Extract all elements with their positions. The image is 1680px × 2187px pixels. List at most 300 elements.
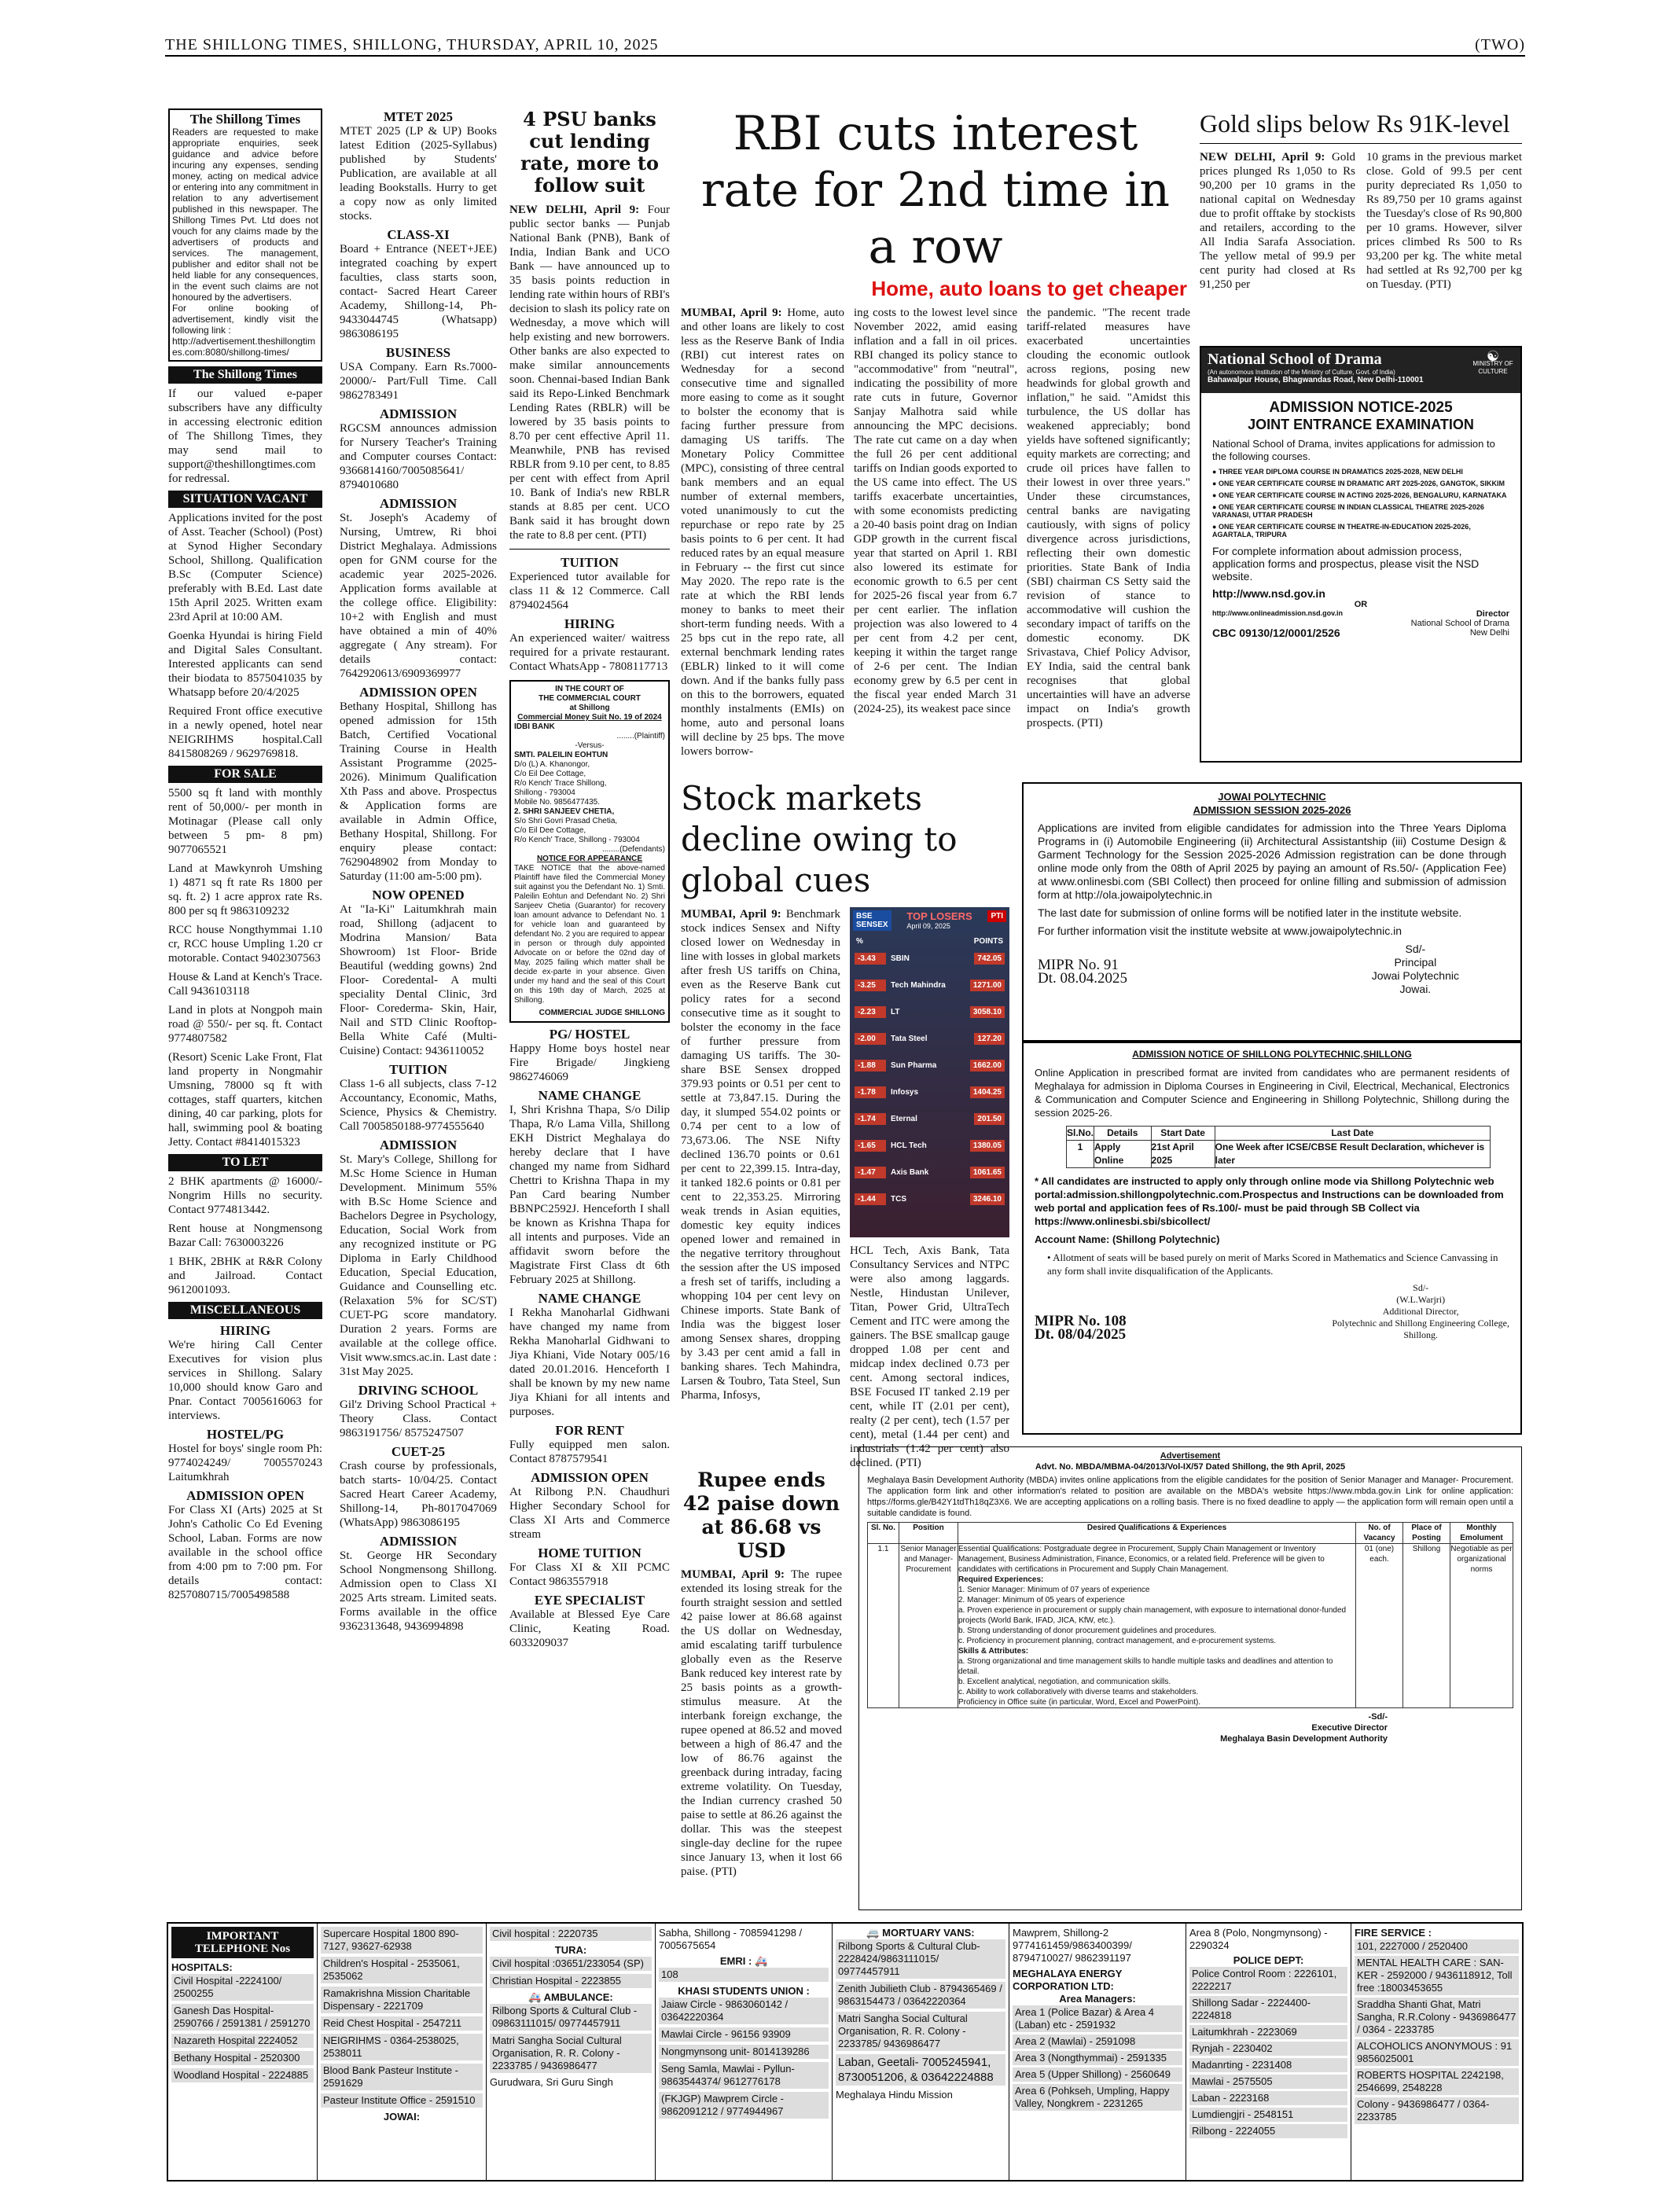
column-three: [509, 108, 670, 1917]
nsd-url[interactable]: http://www.nsd.gov.in: [1212, 587, 1325, 600]
gold-dateline: NEW DELHI, April 9:: [1200, 151, 1325, 164]
tel-entry: [836, 1927, 1005, 1939]
misc-ad-body: For Class XI (Arts) 2025 at St John's Catholic Co Ed Evening School, Laban. Forms are now available in the school office from 4:00 pm to 7:00 pm. For details contact: 8257080715/7005498588: [168, 1504, 322, 1601]
court-line: SMTI. PALEILIN EOHTUN: [514, 751, 608, 759]
psu-headline: 4 PSU banks cut lending rate, more to follow suit: [520, 108, 660, 197]
qual-line: Required Experiences:: [958, 1575, 1044, 1584]
tel-entry: Pasteur Institute Office - 2591510: [321, 2093, 483, 2108]
table-head: Details: [1094, 1127, 1152, 1141]
classified-heading: CLASS-XI: [387, 227, 450, 242]
gold-text: Gold prices plunged Rs 1,050 to Rs 90,200 per 10 grams in the national capital on Wednesday due to profit offtake by stockists and retailers, according to the All India Sarafa Association. The yellow metal of 99.9 per cent purity had closed at Rs 91,250 per: [1200, 151, 1355, 291]
court-line: Shillong - 793004: [514, 788, 575, 797]
classified-body: I Rekha Manoharlal Gidhwani have changed my name from Rekha Manoharlal Gidhwani to Jiya Khiani, Vide Notary 005/16 dated 20.01.2016. Henceforth I shall be known by my new name Jiya Khiani for all intents and purposes.: [509, 1307, 670, 1418]
tel-entry: Reid Chest Hospital - 2547211: [321, 2016, 483, 2031]
disclaimer-body: Readers are requested to make appropriate enquiries, seek guidance and advice before incuring any expenses, sending money, acting on medical advice or entering into any commitment in relation to any advertisement published in this newspaper. The Shillong Times Pvt. Ltd does not vouch for any claims made by the advertisers of products and services. The management, publisher and editor shall not be held liable for any consequences, in the event such claims are not honoured by the advertisers.: [172, 127, 318, 303]
loser-pct: -3.25: [855, 980, 886, 991]
tel-label: EMRI :: [719, 1955, 752, 1967]
disclaimer-title: The Shillong Times: [189, 112, 301, 127]
gold-columns: [1200, 150, 1522, 292]
tag-line: BSE: [856, 912, 873, 921]
table-head: Desired Qualifications & Experiences: [958, 1523, 1356, 1544]
spec-mipr: MIPR No. 108: [1035, 1313, 1127, 1329]
jowai-mipr: MIPR No. 91: [1038, 957, 1119, 973]
shillong-polytechnic-notice: [1022, 1042, 1522, 1435]
table-head: Monthly Emolument: [1450, 1523, 1513, 1544]
spec-note: * All candidates are instructed to apply only through online mode via Shillong Polytechnic web portal:admission.shillongpolytechnic.com.Prospectus and Instructions can be downloaded from web portal and application fees of Rs.100/- must be paid through SB Collect via https://www.onlinesbi.sbi/sbicollect/: [1035, 1175, 1504, 1227]
tel-entry: Area 3 (Nongthymmai) - 2591335: [1013, 2051, 1182, 2065]
mbda-title: Advt. No. MBDA/MBMA-04/2013/Vol-IX/57 Dated Shillong, the 9th April, 2025: [1035, 1462, 1346, 1472]
classified-body: St. Joseph's Academy of Nursing, Umtrew, Ri bhoi District Meghalaya. Admissions open for GNM course for the academic year 2025-2026. Application forms available at the college office. Eligibility: 10+2 with English and must have obtained a min of 40% aggregate ( Any stream). For details contact: 7642920613/6909369977: [340, 512, 497, 680]
loser-points: 1662.00: [970, 1060, 1005, 1071]
table-head: Start Date: [1151, 1127, 1215, 1141]
table-cell: Apply Online: [1094, 1141, 1152, 1168]
classified-heading: NOW OPENED: [372, 888, 465, 902]
nsd-subtitle: JOINT ENTRANCE EXAMINATION: [1248, 417, 1474, 432]
to-let-heading: TO LET: [168, 1154, 322, 1171]
tel-entry: POLICE DEPT:: [1233, 1954, 1304, 1966]
rbi-col-2: ing costs to the lowest level since November 2022, amid easing inflation and a fall in oil prices. RBI changed its policy stance to "accommodative" from "neutral", indicating the possibility of more rate cuts in future, Governor Sanjay Malhotra said while announcing the MPC decisions. The rate cut came on a day when the full 26 per cent additional tariffs on Indian goods exported to the US came into effect. The US tariffs exacerbate uncertainties, with some economists predicting a 20-40 basis point drag on Indian GDP growth in the current fiscal year that started on April 1. RBI also lowered its estimate for economic growth to 6.5 per cent for 2025-26 fiscal year from 6.7 per cent earlier. The inflation projection was also lowered to 4 per cent from 4.2 per cent, keeping it within the target range of 2-6 per cent. The Indian economy grew by 6.5 per cent in the fiscal year ended March 31 (2024-25), its weakest pace since: [854, 307, 1017, 715]
rbi-col-1: [681, 306, 844, 758]
tel-entry: Bethany Hospital - 2520300: [171, 2051, 314, 2065]
tel-col: [1186, 1924, 1351, 2180]
tel-entry: 101, 2227000 / 2520400: [1355, 1939, 1519, 1954]
classified-body: Gil'z Driving School Practical + Theory Class. Contact 9863191756/ 8575247507: [340, 1399, 497, 1439]
situation-ad: Goenka Hyundai is hiring Field and Digital Sales Consultant. Interested applicants can send their biodata to 8575041035 by Whatsapp before 20/4/2025: [168, 630, 322, 699]
loser-row: [855, 1163, 1005, 1182]
tel-entry: Rilbong - 2224055: [1189, 2124, 1347, 2138]
tel-entry: JOWAI:: [383, 2111, 421, 2123]
court-line: IN THE COURT OF: [555, 685, 624, 693]
spec-footer: [1035, 1282, 1509, 1341]
court-line: R/o Kench' Trace Shillong,: [514, 779, 607, 788]
course-label: ONE YEAR CERTIFICATE COURSE IN THEATRE-IN-EDUCATION 2025-2026, AGARTALA, TRIPURA: [1212, 523, 1471, 538]
nsd-header: [1201, 347, 1520, 393]
loser-points: 1271.00: [970, 980, 1005, 991]
table-row: [1067, 1141, 1491, 1168]
to-let-ad: Rent house at Nongmensong Bazar Call: 7630003226: [168, 1222, 322, 1249]
tel-entry: Rilbong Sports & Cultural Club - 09863111015/ 09774457911: [490, 2004, 652, 2031]
nsd-sub1: (An autonomous Institution of the Ministry of Culture, Govt. of India): [1208, 369, 1395, 376]
masthead: [165, 33, 1525, 57]
classified-heading: TUITION: [389, 1062, 447, 1077]
sign-line: New Delhi: [1469, 628, 1509, 638]
tel-entry: Mawlai Circle - 96156 93909: [659, 2027, 829, 2042]
nsd-or: OR: [1354, 600, 1368, 609]
tel-entry: Zenith Jubilieth Club - 8794365469 / 9863154473 / 03642220364: [836, 1982, 1005, 2009]
classified-body: For Class XI & XII PCMC Contact 9863557918: [509, 1561, 670, 1588]
course-label: ONE YEAR CERTIFICATE COURSE IN ACTING 2025-2026, BENGALURU, KARNATAKA: [1218, 491, 1507, 499]
loser-name: SBIN: [891, 954, 910, 963]
loser-name: LT: [891, 1007, 900, 1016]
for-sale-ad: (Resort) Scenic Lake Front, Flat land property in Nongmahir Umsning, 78000 sq ft with cottages, staff quarters, kitchen dining, 40 car parking, plots for hall, swimming pool & boating Jetty. Contact #8414015323: [168, 1051, 322, 1149]
qual-line: Proficiency in Office suite (in particular, Word, Excel and PowerPoint).: [958, 1698, 1201, 1707]
situation-vacant-heading: SITUATION VACANT: [168, 491, 322, 508]
court-line: IDBI BANK: [514, 722, 555, 731]
loser-row: [855, 976, 1005, 994]
loser-row: [855, 1109, 1005, 1128]
sign-line: Sd/-: [1413, 1282, 1429, 1293]
misc-ad-heading: HOSTEL/PG: [206, 1427, 285, 1442]
classified-heading: MTET 2025: [383, 110, 453, 124]
classified-heading: BUSINESS: [385, 345, 451, 360]
classified-body: Experienced tutor available for class 11 & 12 Commerce. Call 8794024564: [509, 571, 670, 612]
classified-heading: ADMISSION OPEN: [359, 685, 477, 700]
qual-line: c. Ability to work collaboratively with diverse teams and stakeholders.: [958, 1688, 1199, 1696]
jowai-session: ADMISSION SESSION 2025-2026: [1193, 804, 1351, 816]
rbi-text: Home, auto and other loans are likely to cost less as the Reserve Bank of India (RBI) cut interest rates on Wednesday for a second consecutive time and signalled more easing to come as it sought to bolster the economy that is facing further pressure from damaging US tariffs. The Monetary Policy Committee (MPC), consisting of three central bank members and an equal number of external members, voted unanimously to cut the repurchase or repo rate by 25 basis points to 6 per cent. It had reduced rates by an equal measure in February -- the first cut since May 2020. The repo rate is the rate at which the RBI lends money to banks to meet their short-term funding needs. With a 25 bps cut in the repo rate, all external benchmark lending rates (EBLR) linked to it will come down. And if the banks fully pass on this to the borrowers, equated monthly instalments (EMIs) on home, auto and personal loans will decline by 25 bps. The move lowers borrow-: [681, 307, 845, 758]
misc-ad-body: Hostel for boys' single room Ph: 9774024249/ 7005570243 Laitumkhrah: [168, 1443, 322, 1483]
court-line: D/o (L) A. Khanongor,: [514, 760, 590, 769]
loser-pct: -1.78: [855, 1086, 886, 1098]
qual-line: b. Excellent analytical, negotiation, and communication skills.: [958, 1678, 1171, 1686]
tel-entry: Police Control Room : 2226101, 2222217: [1189, 1967, 1347, 1994]
tel-entry: Rynjah - 2230402: [1189, 2042, 1347, 2056]
graphic-title-block: [906, 910, 972, 930]
disclaimer-link[interactable]: http://advertisement.theshillongtimes.com:8080/shillong-times/: [172, 336, 316, 358]
loser-pct: -1.88: [855, 1060, 886, 1071]
classified-heading: PG/ HOSTEL: [549, 1027, 630, 1042]
tel-entry: Ramakrishna Mission Charitable Dispensary - 2221709: [321, 1987, 483, 2013]
table-header-row: [1067, 1127, 1491, 1141]
spec-bullet-text: Allotment of seats will be based purely on merit of Marks Scored in Mathematics and Science Canvassing in any form shall invite disqualification of the Applicants.: [1047, 1252, 1498, 1277]
tel-entry: Rilbong Sports & Cultural Club-2228424/9863111015/ 09774457911: [836, 1939, 1005, 1979]
classified-body: Class 1-6 all subjects, class 7-12 Accountancy, Economic, Maths, Science, Physics & Chemistry. Call 7005850188-9774555640: [340, 1078, 497, 1133]
jowai-date: Dt. 08.04.2025: [1038, 970, 1127, 987]
nsd-url[interactable]: http://www.onlineadmission.nsd.gov.in: [1212, 609, 1343, 617]
classified-body: St. Mary's College, Shillong for M.Sc Home Science in Human Development. Minimum 55% with B.Sc Home Science and Bachelors Degree in Psychology, Education, Social Work from any recognized institute or PG Diploma in Early Childhood Education, Special Education, Guidance and Counselling etc. (Relaxation 5% for SC/ST) CUET-PG score mandatory. Duration 2 years. Forms are available at the college office. Visit www.smcs.ac.in. Last date : 31st May 2025.: [340, 1153, 497, 1378]
tel-title: IMPORTANT TELEPHONE Nos: [171, 1927, 314, 1958]
loser-name: Tech Mahindra: [891, 980, 946, 990]
loser-row: [855, 1136, 1005, 1155]
tel-label: MORTUARY VANS:: [882, 1927, 975, 1939]
tel-col: [833, 1924, 1009, 2180]
table-cell: Shillong: [1403, 1544, 1450, 1708]
graphic-head: [853, 910, 1006, 931]
loser-points: 1061.65: [970, 1167, 1005, 1178]
rbi-headline: RBI cuts interest rate for 2nd time in a row: [700, 106, 1171, 274]
rupee-headline: Rupee ends 42 paise down at 86.68 vs USD: [682, 1468, 840, 1562]
gold-col-2: 10 grams in the previous market close. Gold of 99.5 per cent purity depreciated Rs 1,050 to Rs 89,750 per 10 grams against the Tuesday's close of Rs 90,800 per 10 grams. However, silver prices climbed Rs 500 to Rs 93,200 per kg. The white metal had settled at Rs 92,700 per kg on Tuesday. (PTI): [1366, 151, 1522, 291]
loser-pct: -3.43: [855, 953, 886, 965]
ministry-logo: [1470, 348, 1516, 376]
table-cell: One Week after ICSE/CBSE Result Declaration, whichever is later: [1215, 1141, 1490, 1168]
loser-name: Sun Pharma: [891, 1060, 937, 1070]
spec-date: Dt. 08/04/2025: [1035, 1326, 1127, 1343]
tel-col: [1351, 1924, 1522, 2180]
tel-entry: Sraddha Shanti Ghat, Matri Sangha, R.R.Colony - 9436986477 / 0364 - 2233785: [1355, 1998, 1519, 2037]
tel-entry: TURA:: [554, 1944, 587, 1956]
stock-col-1: [681, 907, 840, 1470]
gold-col-1: [1200, 150, 1355, 292]
top-losers-graphic: [850, 907, 1009, 1237]
court-notice: [509, 680, 670, 1023]
tel-entry: Christian Hospital - 2223855: [490, 1974, 652, 1988]
tel-entry: Supercare Hospital 1800 890-7127, 93627-62938: [321, 1927, 483, 1954]
nsd-course: ● ONE YEAR CERTIFICATE COURSE IN THEATRE-IN-EDUCATION 2025-2026, AGARTALA, TRIPURA: [1212, 523, 1471, 538]
loser-row: [855, 1082, 1005, 1101]
sign-line: National School of Drama: [1410, 619, 1509, 628]
bse-tag: [853, 910, 891, 931]
spec-schedule-table: [1066, 1126, 1491, 1168]
tel-entry: Area 8 (Polo, Nongmynsong) - 2290324: [1189, 1927, 1328, 1951]
qual-line: c. Proficiency in procurement planning, contract management, and e-procurement systems.: [958, 1637, 1277, 1645]
qual-line: 2. Manager: Minimum of 05 years of experience: [958, 1596, 1125, 1604]
qual-line: Essential Qualifications: Postgraduate degree in Procurement, Supply Chain Management or Inventory Management, Business Administration, Finance, Economics, or a related field. Preference will be given to candidates with certifications in Procurement and Supply Chain Management.: [958, 1545, 1325, 1574]
for-sale-ad: 5500 sq ft land with monthly rent of 50,000/- per month in Motinagar (Please call only between 5 pm- 8 pm) 9077065521: [168, 787, 322, 856]
stock-story: [681, 778, 1009, 1470]
tel-entry: Civil Hospital -2224100/ 2500255: [171, 1974, 314, 2001]
jowai-footer: [1038, 943, 1506, 996]
nsd-advertisement: [1200, 346, 1522, 763]
classified-heading: FOR RENT: [555, 1423, 624, 1438]
column-classifieds: [340, 110, 497, 1918]
tel-entry: Civil hospital :03651/233054 (SP): [490, 1957, 652, 1971]
pti-logo-icon: PTI: [987, 910, 1006, 922]
loser-row: [855, 1029, 1005, 1048]
nsd-course: ● ONE YEAR CERTIFICATE COURSE IN DRAMATIC ART 2025-2026, GANGTOK, SIKKIM: [1212, 480, 1505, 487]
tel-entry: Civil hospital : 2220735: [490, 1927, 652, 1941]
tel-entry: Nazareth Hospital 2224052: [171, 2034, 314, 2048]
classified-heading: CUET-25: [391, 1444, 446, 1459]
classified-body: St. George HR Secondary School Nongmensong Shillong. Admission open to Class XI 2025 Arts stream. Limited seats. Forms available in the office 9362313648, 9436994898: [340, 1549, 497, 1633]
nsd-sub2: Bahawalpur House, Bhagwandas Road, New Delhi-110001: [1208, 376, 1424, 384]
masthead-left: THE SHILLONG TIMES, SHILLONG, THURSDAY, APRIL 10, 2025: [165, 36, 659, 53]
tel-entry: HOSPITALS:: [171, 1961, 233, 1973]
losers-list: [853, 949, 1006, 1208]
nsd-title: ADMISSION NOTICE-2025: [1269, 399, 1453, 416]
sign-line: Jowai.: [1399, 983, 1432, 995]
mbda-adv: Advertisement: [1160, 1451, 1221, 1461]
divider: [509, 549, 670, 550]
classified-body: I, Shri Krishna Thapa, S/o Dilip Thapa, R/o Lama Villa, Shillong EKH District Meghalaya do hereby declare that I have changed my name from Sidhard Chettri to Krishna Thapa in my Pan Card bearing Number BBNPC2592J. Henceforth I shall be known as Krishna Thapa for all intents and purposes. Vide an affidavit sworn before the Magistrate First Class dt 6th February 2025 at Shillong.: [509, 1104, 670, 1286]
tel-entry: KHASI STUDENTS UNION :: [678, 1985, 810, 1997]
stock-text: Benchmark stock indices Sensex and Nifty closed lower on Wednesday in line with losses in global markets after fresh US tariffs on China, even as the Reserve Bank cut policy rates for a second consecutive time as it sought to bolster the economy in the face of further pressure from damaging US tariffs. The 30-share BSE Sensex dropped 379.93 points or 0.51 per cent to settle at 73,847.15. During the day, it slumped 554.02 points or 0.74 per cent to a low of 73,673.06. The NSE Nifty declined 136.70 points or 0.61 per cent to 22,399.15. Intra-day, it tanked 182.6 points or 0.81 per cent to 22,353.25. Mirroring weak trends in Asian equities, domestic key equity indices opened lower and remained in the negative territory throughout the session after the US imposed a fresh set of tariffs, including a whopping 104 per cent levy on Chinese imports. State Bank of India was the biggest loser among Sensex shares, dropping by 3.43 per cent amid a fall in banking shares. Tech Mahindra, Larsen & Toubro, Tata Steel, Sun Pharma, Infosys,: [681, 908, 840, 1402]
to-let-ad: 2 BHK apartments @ 16000/- Nongrim Hills no security. Contact 9774813442.: [168, 1175, 322, 1216]
disclaimer-online: For online booking of advertisement, kindly visit the following link :: [172, 303, 318, 336]
classified-heading: ADMISSION: [379, 1534, 458, 1549]
court-line: at Shillong: [569, 704, 610, 712]
graphic-title: TOP LOSERS: [906, 910, 972, 922]
rbi-dateline: MUMBAI, April 9:: [681, 307, 782, 319]
tel-entry: Lumdiengjri - 2548151: [1189, 2108, 1347, 2122]
table-head: Position: [899, 1523, 958, 1544]
loser-name: TCS: [891, 1194, 906, 1204]
jowai-body: Applications are invited from eligible candidates for admission into the Three Years Diploma Programs in (i) Automobile Engineering (ii) Architectural Assistantship (iii) Costume Design & Garment Technology for the Session 2025-2026 Admission registration can be done through online mode only from the 08th of April 2025 by paying an amount of Rs.50/- (Application Fee) at www.onlinesbi.com (SBI Collect) then proceed for online filling and submission of admission form at http://ola.jowaipolytechnic.in: [1038, 822, 1506, 901]
loser-points: 127.20: [974, 1033, 1005, 1045]
classified-heading: DRIVING SCHOOL: [358, 1383, 479, 1398]
classified-body: RGCSM announces admission for Nursery Teacher's Training and Computer courses Contact: 9366814160/7005085641/ 8794010680: [340, 422, 497, 491]
classified-heading: HIRING: [564, 616, 616, 631]
nsd-course: ● THREE YEAR DIPLOMA COURSE IN DRAMATICS 2025-2028, NEW DELHI: [1212, 468, 1463, 476]
loser-name: HCL Tech: [891, 1141, 927, 1150]
tel-entry: Laban - 2223168: [1189, 2091, 1347, 2105]
table-cell: 1: [1067, 1141, 1094, 1168]
loser-points: 3058.10: [970, 1006, 1005, 1018]
tel-entry: MEGHALAYA ENERGY CORPORATION LTD:: [1013, 1968, 1123, 1992]
jowai-last-date: The last date for submission of online forms will be notified later in the institute website.: [1038, 906, 1462, 919]
classified-heading: NAME CHANGE: [538, 1088, 641, 1103]
loser-row: [855, 1002, 1005, 1021]
tel-entry: FIRE SERVICE :: [1355, 1927, 1432, 1939]
jowai-mipr-block: [1038, 958, 1127, 996]
table-cell: 21st April 2025: [1151, 1141, 1215, 1168]
loser-points: 3246.10: [970, 1193, 1005, 1205]
rupee-story: [681, 1468, 842, 1909]
tel-entry: Children's Hospital - 2535061, 2535062: [321, 1957, 483, 1983]
tel-entry: Area Managers:: [1059, 1993, 1136, 2005]
table-cell: 01 (one) each.: [1356, 1544, 1403, 1708]
tel-entry: Area 1 (Police Bazar) & Area 4 (Laban) etc - 2591932: [1013, 2005, 1182, 2032]
table-head: Last Date: [1215, 1127, 1490, 1141]
sign-line: Shillong.: [1403, 1329, 1439, 1340]
loser-points: 742.05: [974, 953, 1005, 965]
nsd-intro: National School of Drama, invites applications for admission to the following courses.: [1212, 438, 1495, 462]
epaper-body: If our valued e-paper subscribers have any difficulty in accessing electronic edition of The Shillong Times, they may send mail to support@theshillongtimes.com for redressal.: [168, 388, 322, 485]
qual-line: a. Proven experience in procurement or supply chain management, with exposure to international donor-funded projects (World Bank, IFAD, JICA, KfW, etc.).: [958, 1606, 1347, 1625]
loser-pct: -2.23: [855, 1006, 886, 1018]
court-line: R/o Kench' Trace, Shillong - 793004: [514, 836, 640, 844]
loser-row: [855, 1189, 1005, 1208]
tel-entry: Laban, Geetali- 7005245941, 8730051206, & 03642224888: [836, 2054, 1005, 2086]
course-label: THREE YEAR DIPLOMA COURSE IN DRAMATICS 2025-2028, NEW DELHI: [1218, 468, 1463, 476]
table-head: Place of Posting: [1403, 1523, 1450, 1544]
epaper-heading: The Shillong Times: [168, 366, 322, 384]
loser-pct: -1.44: [855, 1193, 886, 1205]
psu-article: [509, 203, 670, 542]
spec-bullet: • Allotment of seats will be based purely on merit of Marks Scored in Mathematics and Science Canvassing in any form shall invite disqualification of the Applicants.: [1047, 1252, 1498, 1277]
table-head: Sl. No.: [868, 1523, 899, 1544]
tel-entry: Blood Bank Pasteur Institute - 2591629: [321, 2064, 483, 2090]
table-head: No. of Vacancy: [1356, 1523, 1403, 1544]
classified-body: Bethany Hospital, Shillong has opened admission for 15th Batch, Certified Vocational Training Course in Health Assistant Programme (2025-2026). Minimum Qualification Xth Pass and above. Prospectus & Application forms are available in Admin Office, Bethany Hospital, Shillong. For enquiry please contact: 7629048902 from Monday to Saturday (11:00 am-5:00 pm).: [340, 700, 497, 883]
table-cell: Negotiable as per organizational norms: [1450, 1544, 1513, 1708]
sign-line: Jowai Polytechnic: [1371, 969, 1459, 982]
qual-line: 1. Senior Manager: Minimum of 07 years of experience: [958, 1586, 1150, 1594]
graphic-date: April 09, 2025: [906, 922, 950, 930]
tel-col: [487, 1924, 656, 2180]
tel-entry: Seng Samla, Mawlai - Pyllun-9863544374/ 9612776178: [659, 2062, 829, 2089]
classified-body: Fully equipped men salon. Contact 8787579541: [509, 1439, 670, 1465]
disclaimer-box: [168, 108, 322, 362]
tel-entry: Colony - 9436986477 / 0364-2233785: [1355, 2097, 1519, 2124]
column-notices: [168, 108, 322, 1917]
mbda-table: [867, 1522, 1513, 1708]
table-row: [868, 1544, 1513, 1708]
court-line: -Versus-: [575, 741, 605, 750]
qual-line: b. Strong understanding of donor procurement guidelines and procedures.: [958, 1626, 1216, 1635]
jowai-title: JOWAI POLYTECHNIC: [1218, 791, 1326, 803]
loser-pct: -1.74: [855, 1113, 886, 1125]
stock-dateline: MUMBAI, April 9:: [681, 908, 781, 921]
classified-body: An experienced waiter/ waitress required for a private restaurant. Contact WhatsApp - 7808117713: [509, 632, 670, 673]
classified-body: USA Company. Earn Rs.7000-20000/- Part/Full Time. Call 9862783491: [340, 361, 497, 402]
classified-heading: EYE SPECIALIST: [534, 1593, 645, 1608]
tel-entry: Jaiaw Circle - 9863060142 / 03642220364: [659, 1998, 829, 2024]
telephone-directory: [167, 1922, 1524, 2181]
table-head: Sl.No.: [1067, 1127, 1094, 1141]
classified-heading: ADMISSION: [379, 406, 458, 421]
classified-heading: ADMISSION: [379, 496, 458, 511]
table-cell: Senior Manager and Manager-Procurement: [899, 1544, 958, 1708]
tel-entry: Area 2 (Mawlai) - 2591098: [1013, 2034, 1182, 2049]
rbi-col-3: the pandemic. "The recent trade tariff-related measures have exacerbated uncertainties clouding the economic outlook across regions, posing new headwinds for global growth and inflation," he said. "Amidst this turbulence, the US dollar has weakened appreciably; bond yields have softened significantly; equity markets are correcting; and crude oil prices have fallen to their lowest in over three years." Under these circumstances, central banks are navigating cautiously, with signs of policy divergence across jurisdictions, reflecting their own domestic priorities. State Bank of India (SBI) chairman CS Setty said the revision of stance to accommodative will cushion the secondary impact of tariffs on the domestic economy. DK Srivastava, Chief Policy Advisor, EY India, said the central bank recognises that global uncertainties will have an adverse impact on India's growth prospects. (PTI): [1027, 307, 1190, 730]
tel-label: AMBULANCE:: [543, 1991, 613, 2003]
for-sale-ad: Land at Mawkynroh Umshing 1) 4871 sq ft rate Rs 1800 per sq. ft. 2) 1 acre approx rate Rs. 800 per sq ft 9863109232: [168, 862, 322, 917]
tel-entry: [490, 1991, 652, 2004]
stock-columns: [681, 907, 1009, 1470]
tel-entry: Matri Sangha Social Cultural Organisation, R. R. Colony - 2233785 / 9436986477: [490, 2034, 652, 2073]
jowai-signature: [1372, 943, 1459, 996]
stock-text-2: HCL Tech, Axis Bank, Tata Consultancy Services and NTPC were also among laggards. Nestle, Hindustan Unilever, Titan, Power Grid, UltraTech Cement and ITC were among the gainers. The BSE smallcap gauge dropped 1.08 per cent and midcap index declined 0.73 per cent. Among sectoral indices, BSE Focused IT tanked 2.19 per cent, while IT (2.01 per cent), realty (2 per cent), tech (1.57 per cent), metal (1.44 per cent) and industrials (1.42 per cent) also declined. (PTI): [850, 1244, 1009, 1469]
court-line: S/o Shri Govri Prasad Chetia,: [514, 817, 618, 825]
mbda-advertisement: [858, 1446, 1522, 1910]
spec-body: Online Application in prescribed format are invited from candidates who are permanent residents of Meghalaya for admission in Diploma Courses in Engineering in Civil, Electrical, Mechanical, Electronics & Communication and Computer Science and Engineering in Shillong Polytechnic, Shillong during the session 2025-26.: [1035, 1067, 1509, 1119]
graphic-colheads: [856, 937, 1003, 946]
spec-mipr-block: [1035, 1314, 1127, 1341]
nsd-signature: [1411, 609, 1509, 638]
nsd-name: National School of Drama: [1208, 351, 1382, 368]
classified-heading: HOME TUITION: [538, 1546, 641, 1560]
qualifications-cell: [958, 1544, 1356, 1708]
tel-entry: (FKJGP) Mawprem Circle - 9862091212 / 9774944967: [659, 2092, 829, 2119]
tel-entry: Gurudwara, Sri Guru Singh: [490, 2076, 613, 2088]
court-line: 2. SHRI SANJEEV CHETIA,: [514, 807, 615, 816]
for-sale-ad: Land in plots at Nongpoh main road @ 550/- per sq. ft. Contact 9774807582: [168, 1004, 322, 1045]
loser-points: 201.50: [974, 1113, 1005, 1125]
loser-name: Tata Steel: [891, 1034, 928, 1043]
gold-story: [1200, 108, 1522, 352]
court-body: TAKE NOTICE that the above-named Plaintiff have filed the Commercial Money suit against you the Defendant No. 1) Smti. Paleilin Eohtun and Defendant No. 2) Shri Sanjeev Chetia (Guarantor) for recovery loan amount advance to Defendant No. 1 for vehicle loan and guaranteed by defendant No. 2 you are required to appear in person or through duly appointed Advocate on or before the 02nd day of May, 2025 failing which matter shall be decide ex-parte in your absence. Given under my hand and the seal of this Court on this 19th day of March, 2025 at Shillong.: [514, 864, 665, 1005]
court-sign: COMMERCIAL JUDGE SHILLONG: [539, 1009, 665, 1017]
nsd-cbc: CBC 09130/12/0001/2526: [1212, 627, 1340, 639]
tel-entry: NEIGRIHMS - 0364-2538025, 2538011: [321, 2034, 483, 2060]
tel-entry: Shillong Sadar - 2224400-2224818: [1189, 1996, 1347, 2023]
loser-name: Eternal: [891, 1114, 917, 1123]
emblem-icon: ☯: [1486, 348, 1500, 364]
psu-body: Four public sector banks — Punjab National Bank (PNB), Bank of India, Indian Bank and UCO Bank — have announced up to 35 basis points reduction in lending rate within hours of RBI's decision to slash its policy rate on Wednesday, a move which will help existing and new borrowers. Other banks are also expected to make similar announcements soon. Chennai-based Indian Bank said its Repo-Linked Benchmark Lending Rates (RBLR) will be lowered by 35 basis points to 8.70 per cent effective April 11. Meanwhile, PNB has revised RBLR from 9.10 per cent, to 8.85 per cent with effect from April 10. Bank of India's new RBLR stands at 8.85 per cent. UCO Bank said it has brought down the rate to 8.8 per cent. (PTI): [509, 204, 670, 542]
court-line: NOTICE FOR APPEARANCE: [536, 855, 643, 863]
jowai-polytechnic-notice: [1022, 782, 1522, 1042]
qual-line: a. Strong organizational and time management skills to handle multiple tasks and deadlines and attention to detail.: [958, 1657, 1333, 1676]
tel-entry: Matri Sangha Social Cultural Organisation, R. R. Colony - 2233785/ 9436986477: [836, 2012, 1005, 2051]
misc-ad-heading: HIRING: [219, 1323, 271, 1338]
ambulance-icon: 🚑: [754, 1955, 768, 1967]
classified-body: Crash course by professionals, batch starts- 10/04/25. Contact Sacred Heart Career Academy, Shillong-14, Ph-8017047069 (WhatsApp) 9863086195: [340, 1460, 497, 1529]
rbi-story: [681, 105, 1190, 758]
classified-body: Available at Blessed Eye Care Clinic, Keating Road. 6033209037: [509, 1608, 670, 1649]
tel-entry: Area 6 (Pohkseh, Umpling, Happy Valley, Nongkrem - 2231265: [1013, 2084, 1182, 2111]
tel-entry: Woodland Hospital - 2224885: [171, 2068, 314, 2082]
for-sale-ad: House & Land at Kench's Trace. Call 9436103118: [168, 971, 322, 998]
rbi-columns: [681, 306, 1190, 758]
gold-headline: Gold slips below Rs 91K-level: [1200, 108, 1522, 144]
stock-col-2: [850, 907, 1009, 1470]
spec-signature: [1332, 1282, 1509, 1341]
court-line: C/o Eil Dee Cottage,: [514, 770, 586, 778]
psu-dateline: NEW DELHI, April 9:: [509, 204, 640, 216]
classified-body: Happy Home boys hostel near Fire Brigade/ Jingkieng 9862746069: [509, 1042, 670, 1083]
tel-entry: ALCOHOLICS ANONYMOUS : 91 9856025001: [1355, 2039, 1519, 2066]
nsd-info: For complete information about admission process, application forms and prospectus, please visit the NSD website.: [1212, 545, 1480, 583]
loser-pct: -1.47: [855, 1167, 886, 1178]
tel-entry: Sabha, Shillong - 7085941298 / 7005675654: [659, 1927, 803, 1951]
court-line: Mobile No. 9856477435.: [514, 798, 600, 807]
to-let-ad: 1 BHK, 2BHK at R&R Colony and Jailroad. Contact 9612001093.: [168, 1255, 322, 1296]
loser-points: 1404.25: [970, 1086, 1005, 1098]
loser-row: [855, 949, 1005, 968]
mbda-intro: Meghalaya Basin Development Authority (MBDA) invites online applications from the eligible candidates for the position of Senior Manager and Manager- Procurement. The application form link and other information's related to position are available on the MBDA's website https://www.mbda.gov.in Link for online application: https://forms.gle/B42Y1tdTh18qZ3X6. We are accepting applications on a rolling basis. There is no fixed deadline to apply — the application form will remain open until a suitable candidate is found.: [867, 1476, 1513, 1518]
tel-entry: 108: [659, 1968, 829, 1982]
